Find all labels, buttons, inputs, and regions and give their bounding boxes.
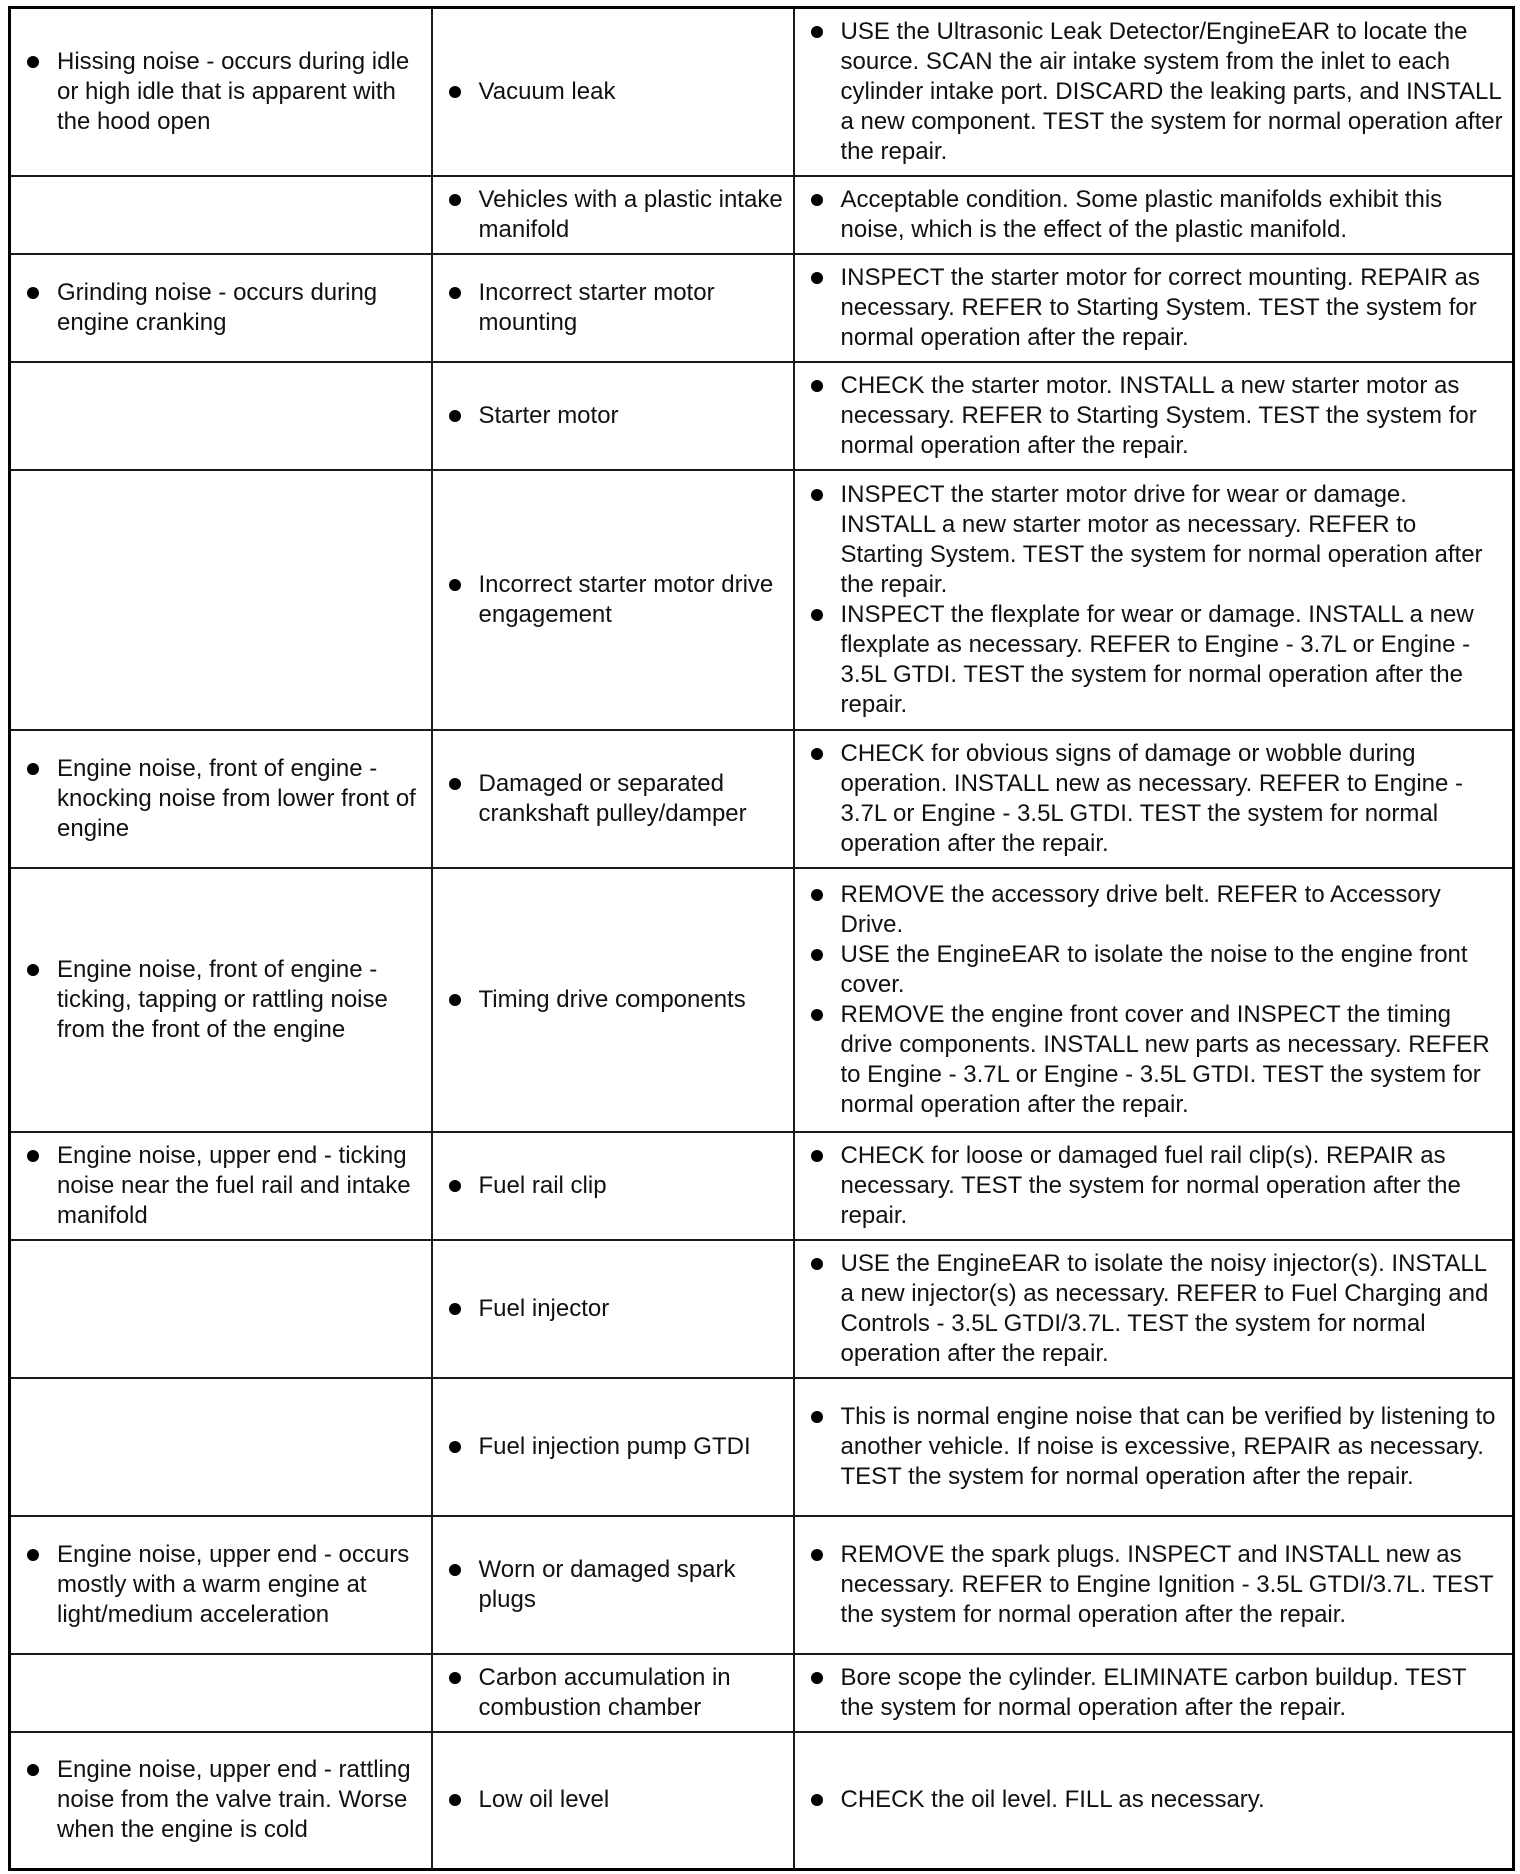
action-text: Bore scope the cylinder. ELIMINATE carbon buildup. TEST the system for normal operation after the repair. <box>805 1663 1505 1723</box>
cause-text: Timing drive components <box>443 985 785 1015</box>
symptom-cell <box>10 1654 432 1732</box>
action-cell <box>794 1654 1514 1732</box>
table-row <box>10 1132 1514 1240</box>
cause-text: Worn or damaged spark plugs <box>443 1555 785 1615</box>
table-row <box>10 1378 1514 1516</box>
table-row <box>10 1516 1514 1654</box>
diagnosis-table <box>8 6 1515 1871</box>
cause-cell <box>432 1654 794 1732</box>
action-text: REMOVE the engine front cover and INSPECT the timing drive components. INSTALL new parts as necessary. REFER to Engine - 3.7L or Engine - 3.5L GTDI. TEST the system for normal operation after the repair. <box>805 1000 1505 1120</box>
symptom-text: Engine noise, upper end - rattling noise from the valve train. Worse when the engine is cold <box>21 1755 423 1845</box>
action-cell <box>794 1516 1514 1654</box>
table-row <box>10 730 1514 868</box>
action-cell <box>794 868 1514 1132</box>
cause-cell <box>432 1516 794 1654</box>
symptom-text: Engine noise, front of engine - ticking, tapping or rattling noise from the front of the engine <box>21 955 423 1045</box>
symptom-cell <box>10 1516 432 1654</box>
table-row <box>10 868 1514 1132</box>
cause-text: Fuel injection pump GTDI <box>443 1432 785 1462</box>
action-cell <box>794 176 1514 254</box>
action-text: USE the EngineEAR to isolate the noise to the engine front cover. <box>805 940 1505 1000</box>
cause-cell <box>432 1240 794 1378</box>
action-cell <box>794 254 1514 362</box>
diagnosis-table-body <box>10 8 1514 1870</box>
cause-text: Vacuum leak <box>443 77 785 107</box>
table-row <box>10 362 1514 470</box>
cause-cell <box>432 470 794 730</box>
action-text: CHECK for obvious signs of damage or wobble during operation. INSTALL new as necessary. REFER to Engine - 3.7L or Engine - 3.5L GTDI. TEST the system for normal operation after the repair. <box>805 739 1505 859</box>
symptom-cell <box>10 1240 432 1378</box>
action-text: CHECK the starter motor. INSTALL a new starter motor as necessary. REFER to Starting System. TEST the system for normal operation after the repair. <box>805 371 1505 461</box>
symptom-cell <box>10 1732 432 1870</box>
table-row <box>10 254 1514 362</box>
cause-cell <box>432 1378 794 1516</box>
cause-text: Starter motor <box>443 401 785 431</box>
symptom-cell <box>10 470 432 730</box>
symptom-text: Hissing noise - occurs during idle or high idle that is apparent with the hood open <box>21 47 423 137</box>
action-text: INSPECT the starter motor drive for wear or damage. INSTALL a new starter motor as necessary. REFER to Starting System. TEST the system for normal operation after the repair. <box>805 480 1505 600</box>
symptom-cell <box>10 176 432 254</box>
action-cell <box>794 1240 1514 1378</box>
symptom-cell <box>10 362 432 470</box>
symptom-cell <box>10 730 432 868</box>
action-text: USE the EngineEAR to isolate the noisy injector(s). INSTALL a new injector(s) as necessary. REFER to Fuel Charging and Controls - 3.5L GTDI/3.7L. TEST the system for normal operation after the repair. <box>805 1249 1505 1369</box>
action-cell <box>794 470 1514 730</box>
cause-text: Damaged or separated crankshaft pulley/damper <box>443 769 785 829</box>
action-text: CHECK the oil level. FILL as necessary. <box>805 1785 1505 1815</box>
action-cell <box>794 730 1514 868</box>
symptom-cell <box>10 1378 432 1516</box>
cause-cell <box>432 730 794 868</box>
action-text: USE the Ultrasonic Leak Detector/EngineEAR to locate the source. SCAN the air intake system from the inlet to each cylinder intake port. DISCARD the leaking parts, and INSTALL a new component. TEST the system for normal operation after the repair. <box>805 17 1505 167</box>
cause-cell <box>432 868 794 1132</box>
action-cell <box>794 1132 1514 1240</box>
table-row <box>10 8 1514 176</box>
symptom-text: Engine noise, upper end - occurs mostly with a warm engine at light/medium acceleration <box>21 1540 423 1630</box>
cause-cell <box>432 1132 794 1240</box>
table-row <box>10 1654 1514 1732</box>
cause-cell <box>432 254 794 362</box>
table-row <box>10 176 1514 254</box>
action-text: REMOVE the spark plugs. INSPECT and INSTALL new as necessary. REFER to Engine Ignition - 3.5L GTDI/3.7L. TEST the system for normal operation after the repair. <box>805 1540 1505 1630</box>
table-row <box>10 470 1514 730</box>
cause-text: Low oil level <box>443 1785 785 1815</box>
symptom-text: Engine noise, front of engine - knocking noise from lower front of engine <box>21 754 423 844</box>
action-text: INSPECT the starter motor for correct mounting. REPAIR as necessary. REFER to Starting System. TEST the system for normal operation after the repair. <box>805 263 1505 353</box>
action-cell <box>794 362 1514 470</box>
action-cell <box>794 1378 1514 1516</box>
symptom-cell <box>10 254 432 362</box>
action-text: INSPECT the flexplate for wear or damage. INSTALL a new flexplate as necessary. REFER to Engine - 3.7L or Engine - 3.5L GTDI. TEST the system for normal operation after the repair. <box>805 600 1505 720</box>
cause-text: Incorrect starter motor drive engagement <box>443 570 785 630</box>
cause-text: Fuel injector <box>443 1294 785 1324</box>
action-text: REMOVE the accessory drive belt. REFER to Accessory Drive. <box>805 880 1505 940</box>
action-text: Acceptable condition. Some plastic manifolds exhibit this noise, which is the effect of the plastic manifold. <box>805 185 1505 245</box>
table-row <box>10 1732 1514 1870</box>
table-row <box>10 1240 1514 1378</box>
action-text: CHECK for loose or damaged fuel rail clip(s). REPAIR as necessary. TEST the system for normal operation after the repair. <box>805 1141 1505 1231</box>
action-cell <box>794 8 1514 176</box>
action-text: This is normal engine noise that can be verified by listening to another vehicle. If noise is excessive, REPAIR as necessary. TEST the system for normal operation after the repair. <box>805 1402 1505 1492</box>
cause-text: Fuel rail clip <box>443 1171 785 1201</box>
symptom-cell <box>10 1132 432 1240</box>
symptom-text: Engine noise, upper end - ticking noise near the fuel rail and intake manifold <box>21 1141 423 1231</box>
cause-text: Incorrect starter motor mounting <box>443 278 785 338</box>
symptom-cell <box>10 8 432 176</box>
cause-cell <box>432 176 794 254</box>
cause-cell <box>432 362 794 470</box>
cause-cell <box>432 1732 794 1870</box>
cause-text: Carbon accumulation in combustion chamber <box>443 1663 785 1723</box>
symptom-text: Grinding noise - occurs during engine cranking <box>21 278 423 338</box>
action-cell <box>794 1732 1514 1870</box>
cause-cell <box>432 8 794 176</box>
cause-text: Vehicles with a plastic intake manifold <box>443 185 785 245</box>
symptom-cell <box>10 868 432 1132</box>
